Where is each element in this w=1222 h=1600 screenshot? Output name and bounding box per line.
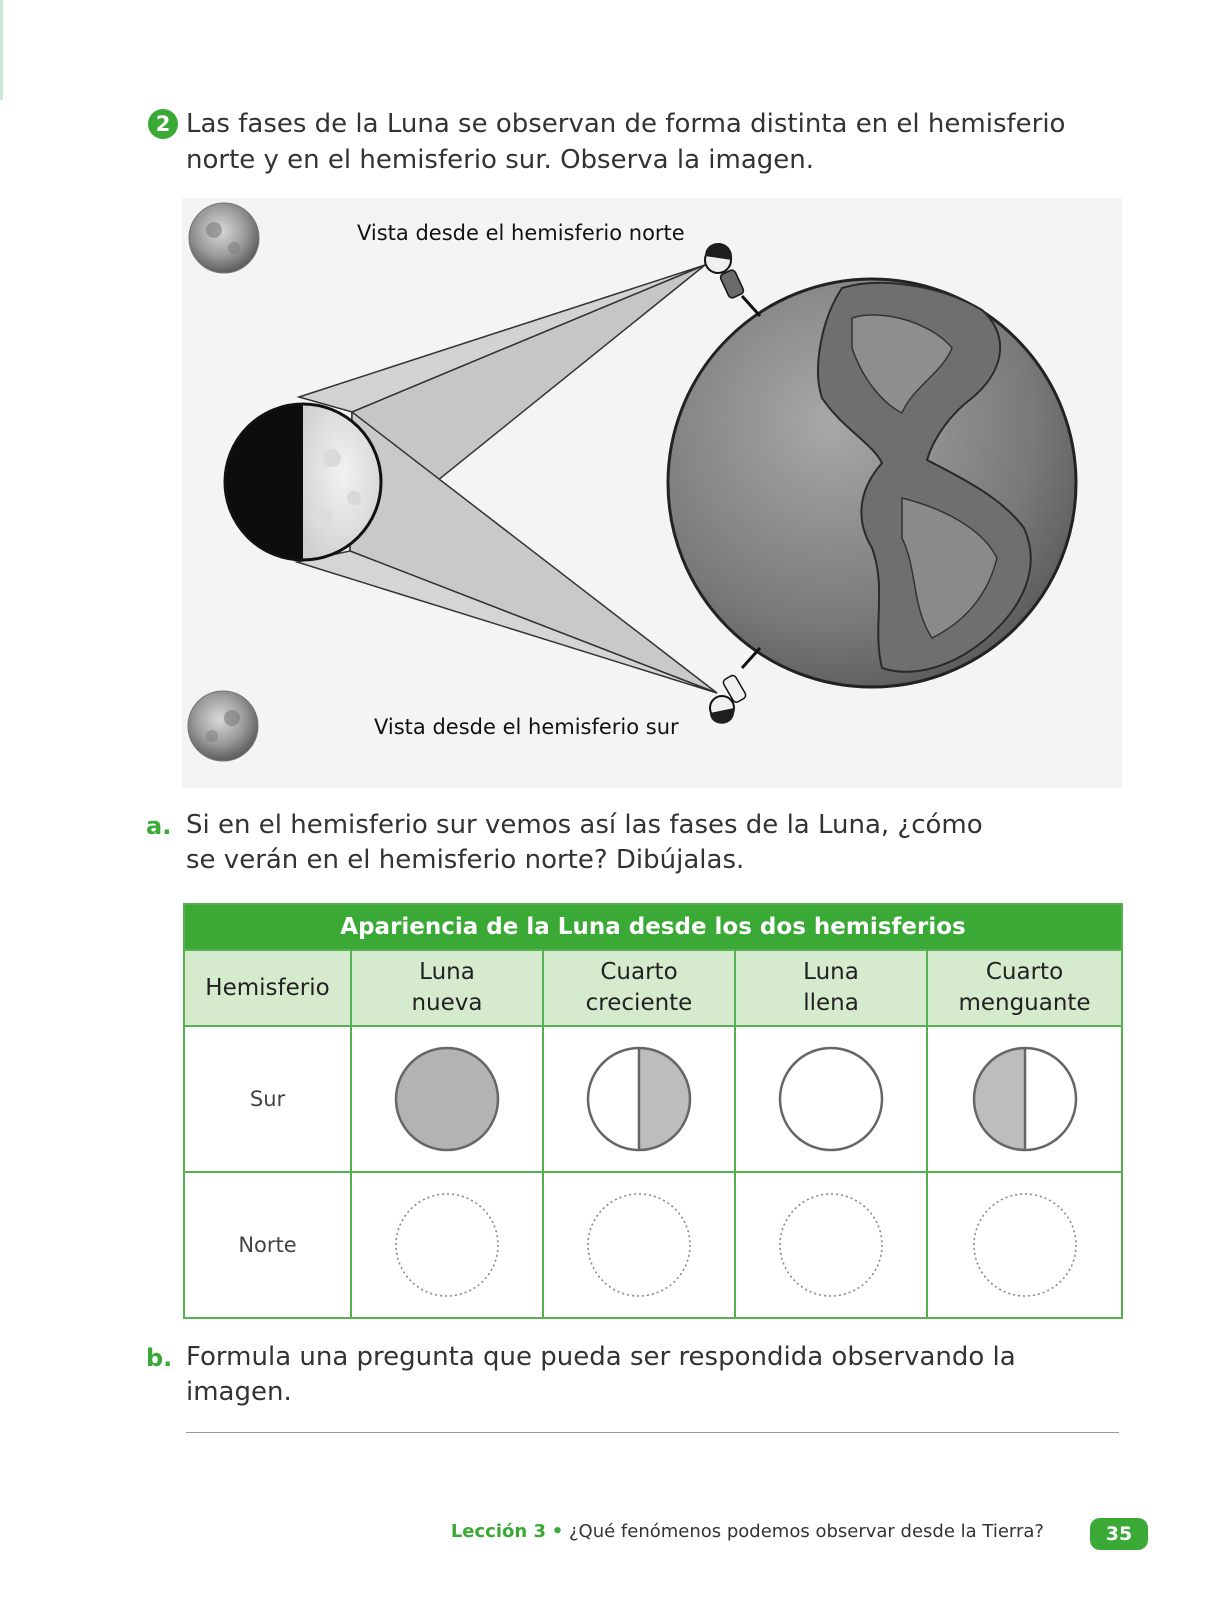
north-first-quarter-drawing-cell[interactable]	[543, 1172, 735, 1318]
first-quarter-right-shaded-circle	[585, 1045, 693, 1153]
phase-name-line1: Cuarto	[600, 959, 678, 985]
phase-name-line2: creciente	[585, 990, 693, 1016]
footer-bullet: •	[551, 1521, 564, 1542]
north-last-quarter-drawing-cell[interactable]	[927, 1172, 1122, 1318]
part-a-letter: a.	[146, 812, 172, 840]
north-new-moon-drawing-cell[interactable]	[351, 1172, 543, 1318]
phase-name-line1: Cuarto	[985, 959, 1064, 985]
part-a-text: Si en el hemisferio sur vemos así las fases de la Luna, ¿cómo se verán en el hemisferio norte? Dibújalas.	[186, 810, 983, 875]
north-full-moon-drawing-cell[interactable]	[735, 1172, 927, 1318]
phase-header-new-moon	[351, 950, 543, 1026]
row-label-north: Norte	[184, 1172, 351, 1318]
table-row-north	[184, 1172, 1122, 1318]
last-quarter-left-shaded-circle	[971, 1045, 1079, 1153]
dotted-drawing-circle[interactable]	[585, 1191, 693, 1299]
earth-moon-illustration	[182, 198, 1122, 788]
dotted-drawing-circle[interactable]	[971, 1191, 1079, 1299]
question-number-badge: 2	[148, 109, 178, 139]
row-label-south: Sur	[184, 1026, 351, 1172]
phase-header-full-moon	[735, 950, 927, 1026]
part-b-text: Formula una pregunta que pueda ser respondida observando la imagen.	[186, 1342, 1016, 1407]
label-south-view: Vista desde el hemisferio sur	[374, 715, 679, 739]
table-caption: Apariencia de la Luna desde los dos hemisferios	[184, 904, 1122, 950]
page-edge-mark	[0, 0, 3, 100]
label-north-view: Vista desde el hemisferio norte	[357, 221, 685, 245]
new-moon-shaded-circle	[393, 1045, 501, 1153]
phase-name-line2: nueva	[411, 990, 483, 1016]
part-b-letter: b.	[146, 1344, 173, 1372]
earth-drawing	[668, 279, 1076, 687]
moon-phases-table	[183, 903, 1123, 1319]
phase-name-line2: llena	[803, 990, 859, 1016]
moon-phase-figure	[182, 198, 1122, 788]
answer-line[interactable]	[186, 1432, 1119, 1433]
footer-lesson-title: ¿Qué fenómenos podemos observar desde la Tierra?	[568, 1521, 1044, 1542]
south-last-quarter-cell	[927, 1026, 1122, 1172]
footer-lesson-label: Lección 3	[450, 1521, 546, 1542]
south-full-moon-cell	[735, 1026, 927, 1172]
small-moon-north	[189, 203, 259, 273]
hemisphere-column-header: Hemisferio	[184, 950, 351, 1026]
small-moon-south	[188, 691, 258, 761]
dotted-drawing-circle[interactable]	[777, 1191, 885, 1299]
full-moon-empty-circle	[777, 1045, 885, 1153]
phase-name-line1: Luna	[803, 959, 859, 985]
south-new-moon-cell	[351, 1026, 543, 1172]
dotted-drawing-circle[interactable]	[393, 1191, 501, 1299]
half-moon-drawing	[225, 404, 383, 560]
table-row-south	[184, 1026, 1122, 1172]
page-footer	[451, 1521, 1044, 1542]
phase-name-line2: menguante	[958, 990, 1091, 1016]
phase-name-line1: Luna	[419, 959, 475, 985]
phase-header-first-quarter	[543, 950, 735, 1026]
phase-header-last-quarter	[927, 950, 1122, 1026]
question-text: Las fases de la Luna se observan de forma distinta en el hemisferio norte y en el hemisferio sur. Observa la imagen.	[186, 109, 1066, 175]
page-number-badge: 35	[1090, 1518, 1148, 1550]
south-first-quarter-cell	[543, 1026, 735, 1172]
